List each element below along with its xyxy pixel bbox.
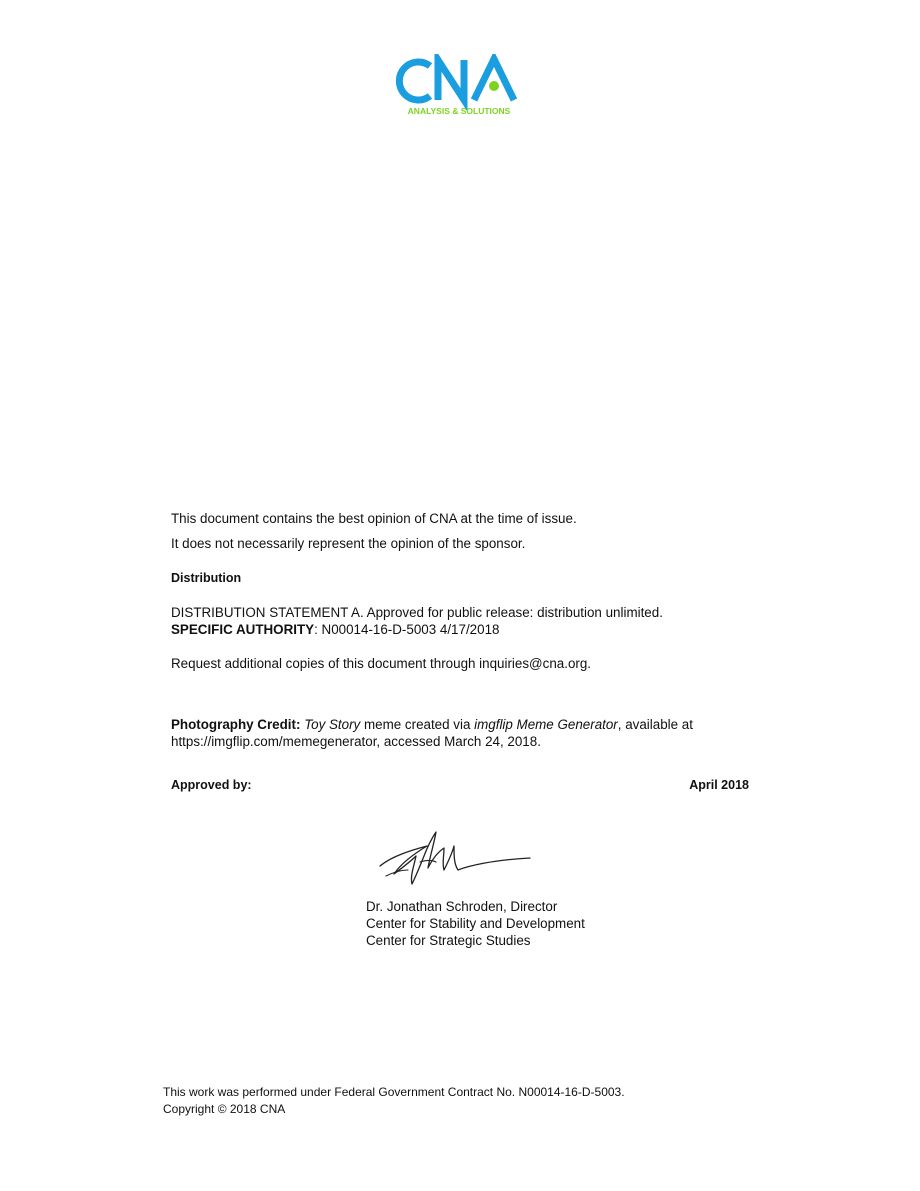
photo-credit-mid: meme created via [360, 717, 475, 732]
photo-credit-line-1 [171, 716, 693, 733]
signatory-center-1: Center for Stability and Development [366, 916, 585, 931]
logo-tagline: ANALYSIS & SOLUTIONS [407, 106, 511, 116]
signatory-center-2: Center for Strategic Studies [366, 933, 531, 948]
photo-credit-line-2: https://imgflip.com/memegenerator, accessed March 24, 2018. [171, 734, 541, 749]
photo-credit-label: Photography Credit: [171, 717, 301, 732]
signatory-block [366, 898, 585, 949]
approved-by-label: Approved by: [171, 778, 252, 792]
signature [372, 826, 537, 888]
authority-label: SPECIFIC AUTHORITY [171, 622, 315, 637]
photo-credit-tail: , available at [617, 717, 693, 732]
photo-credit-title: Toy Story [304, 717, 361, 732]
cna-logo-mark [388, 54, 530, 118]
contract-statement: This work was performed under Federal Government Contract No. N00014-16-D-5003. [163, 1085, 625, 1099]
copyright: Copyright © 2018 CNA [163, 1102, 286, 1116]
approval-date: April 2018 [689, 778, 749, 792]
distribution-heading: Distribution [171, 571, 242, 585]
opinion-line-1: This document contains the best opinion of CNA at the time of issue. [171, 511, 577, 526]
authority-value: : N00014-16-D-5003 4/17/2018 [314, 622, 500, 637]
photo-credit-source: imgflip Meme Generator [474, 717, 618, 732]
footer [163, 1084, 625, 1118]
request-copies: Request additional copies of this document through inquiries@cna.org. [171, 656, 592, 671]
cna-logo [388, 54, 530, 118]
handwritten-signature [372, 826, 537, 888]
specific-authority [171, 621, 499, 638]
opinion-line-2: It does not necessarily represent the opinion of the sponsor. [171, 536, 526, 551]
distribution-statement: DISTRIBUTION STATEMENT A. Approved for public release: distribution unlimited. [171, 605, 663, 620]
signatory-name: Dr. Jonathan Schroden, Director [366, 899, 558, 914]
